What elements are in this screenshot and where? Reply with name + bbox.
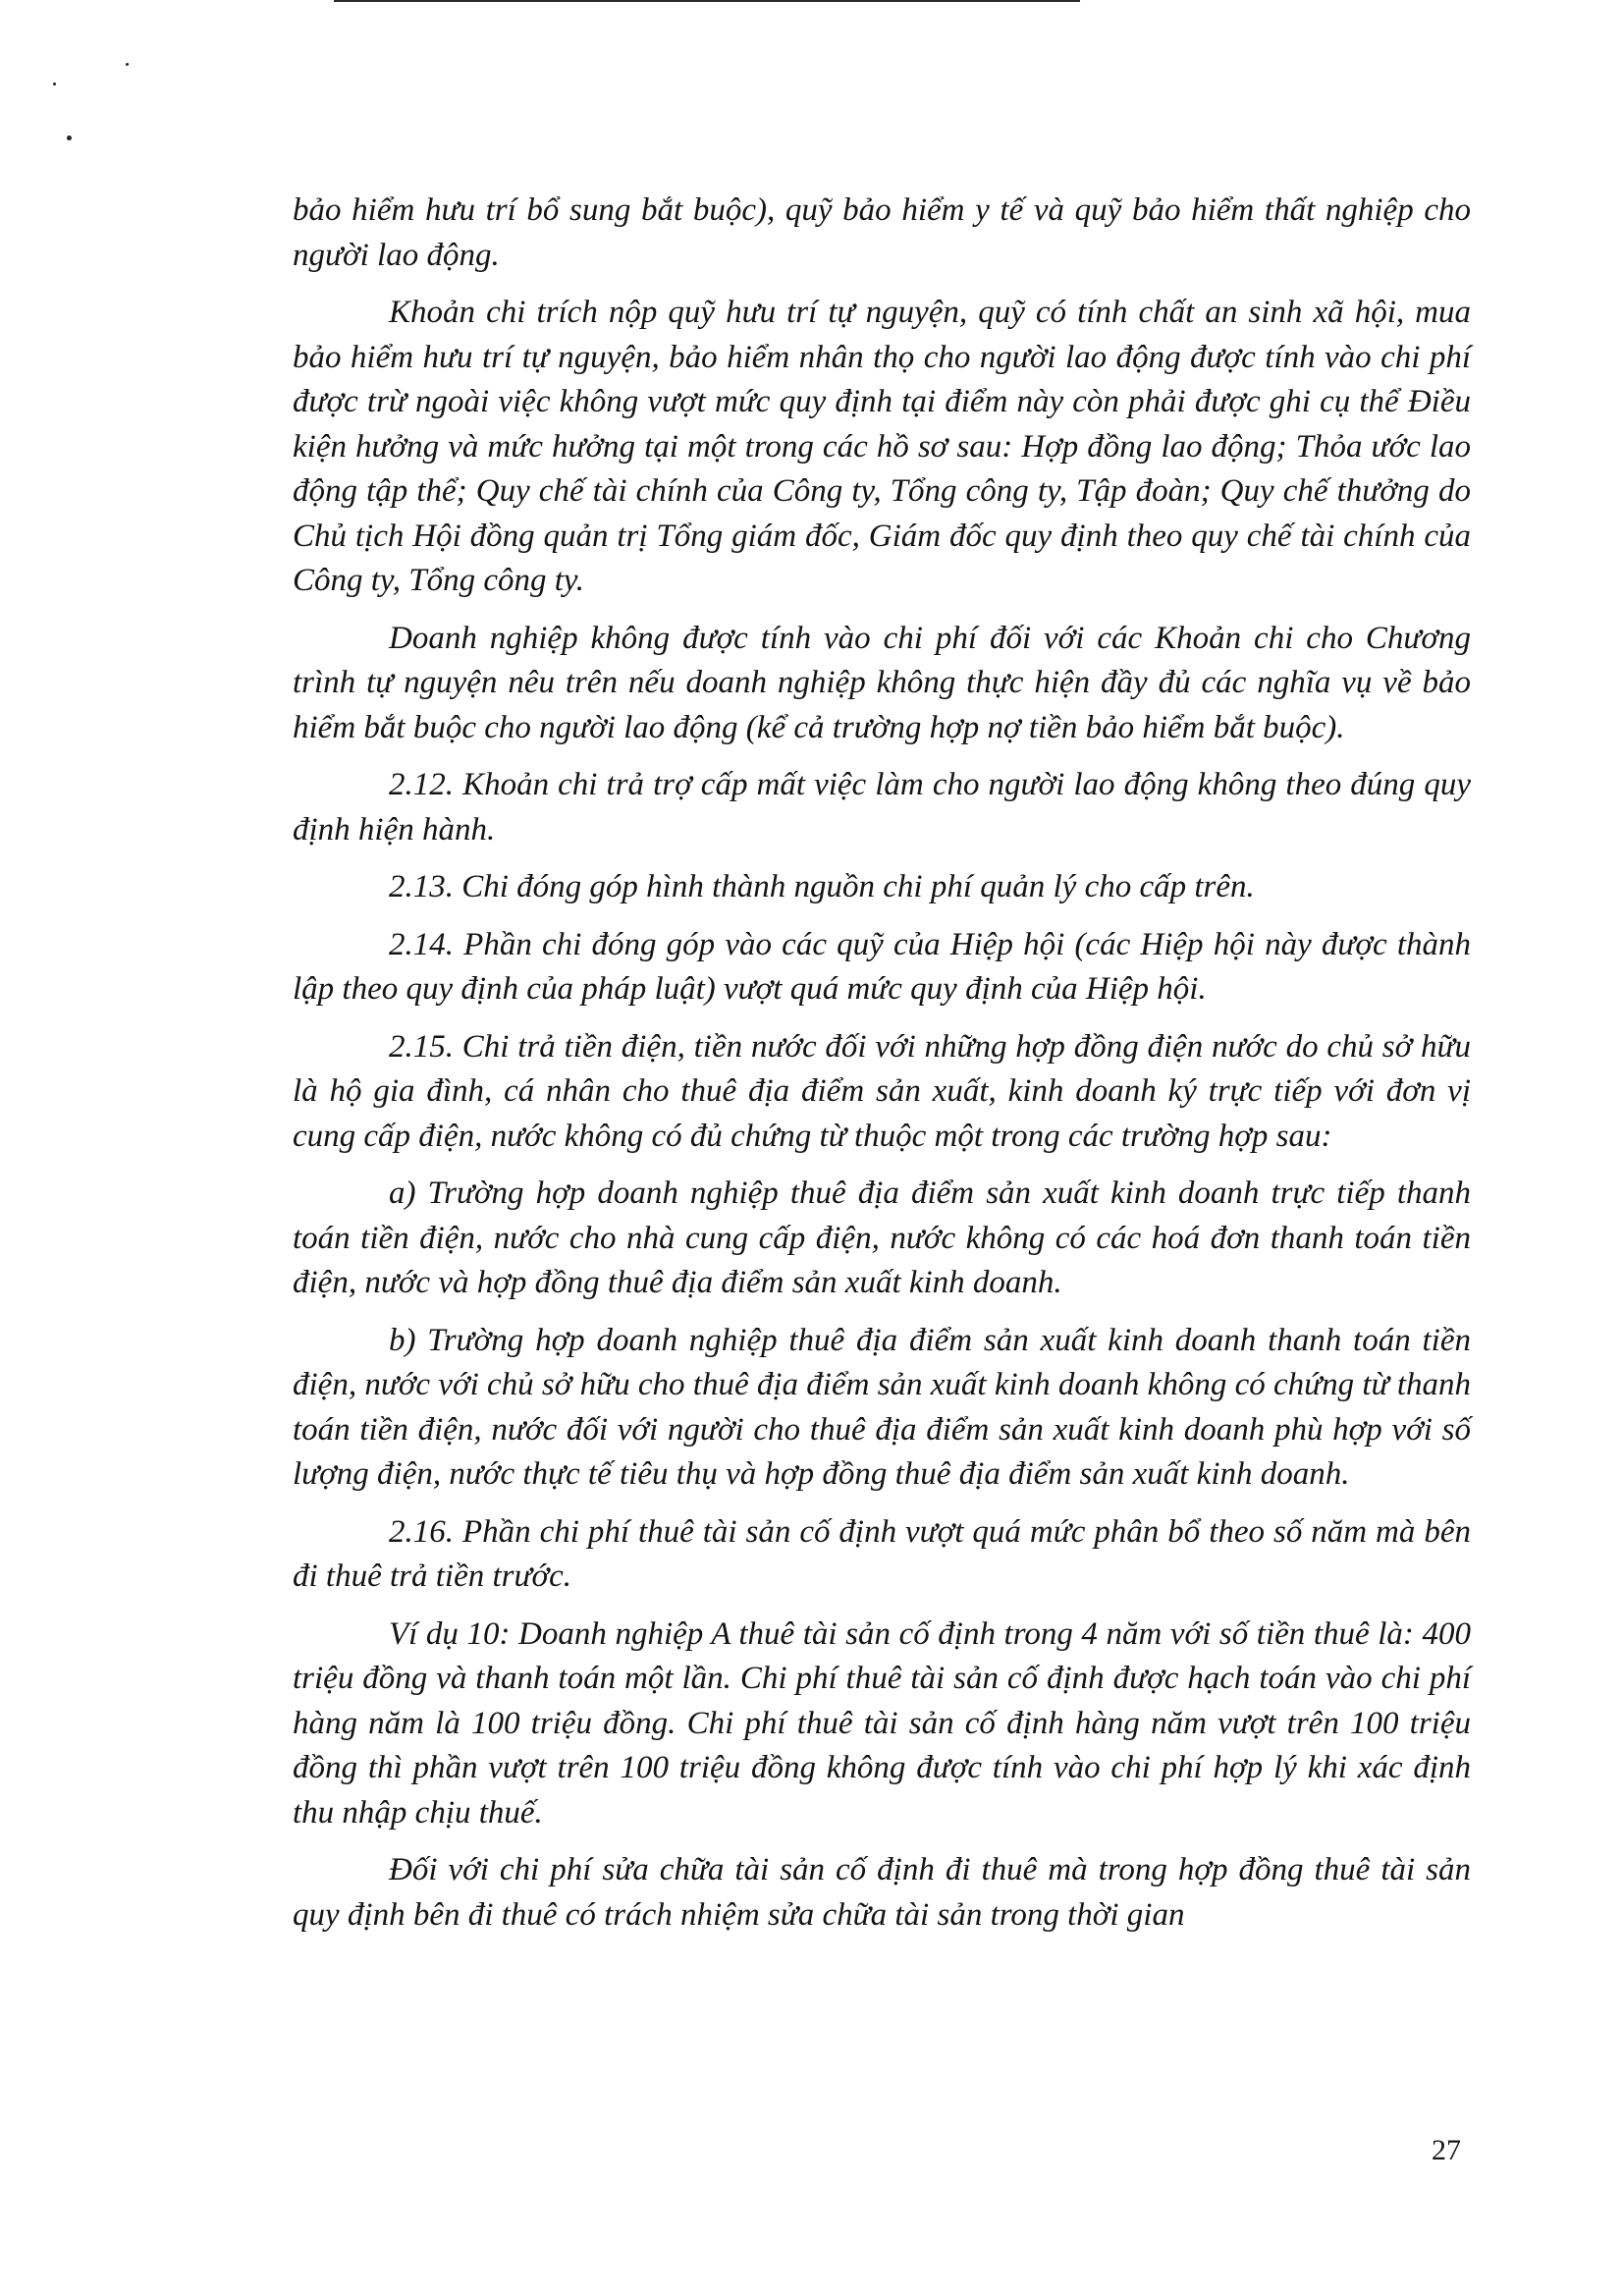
paragraph: 2.15. Chi trả tiền điện, tiền nước đối với những hợp đồng điện nước do chủ sở hữu là hộ gia đình, cá nhân cho thuê địa điểm sản xuất, kinh doanh ký trực tiếp với đơn vị cung cấp điện, nước không có đủ chứng từ thuộc một trong các trường hợp sau: bbox=[293, 1028, 1471, 1154]
paragraph: Khoản chi trích nộp quỹ hưu trí tự nguyện, quỹ có tính chất an sinh xã hội, mua bảo hiểm hưu trí tự nguyện, bảo hiểm nhân thọ cho người lao động được tính vào chi phí được trừ ngoài việc không vượt mức quy định tại điểm này còn phải được ghi cụ thể Điều kiện hưởng và mức hưởng tại một trong các hồ sơ sau: Hợp đồng lao động; Thỏa ước lao động tập thể; Quy chế tài chính của Công ty, Tổng công ty, Tập đoàn; Quy chế thưởng do Chủ tịch Hội đồng quản trị Tổng giám đốc, Giám đốc quy định theo quy chế tài chính của Công ty, Tổng công ty. bbox=[293, 295, 1471, 598]
paragraph: bảo hiểm hưu trí bổ sung bắt buộc), quỹ bảo hiểm y tế và quỹ bảo hiểm thất nghiệp cho người lao động. bbox=[293, 192, 1471, 273]
page-number: 27 bbox=[1432, 2134, 1461, 2166]
scan-edge-line bbox=[334, 0, 1080, 2]
paragraph: 2.12. Khoản chi trả trợ cấp mất việc làm cho người lao động không theo đúng quy định hiện hành. bbox=[293, 767, 1471, 847]
paragraph: 2.16. Phần chi phí thuê tài sản cố định vượt quá mức phân bổ theo số năm mà bên đi thuê trả tiền trước. bbox=[293, 1513, 1471, 1594]
paragraph: 2.13. Chi đóng góp hình thành nguồn chi phí quản lý cho cấp trên. bbox=[389, 869, 1255, 904]
scan-speck bbox=[53, 82, 56, 85]
paragraph: a) Trường hợp doanh nghiệp thuê địa điểm sản xuất kinh doanh trực tiếp thanh toán tiền điện, nước cho nhà cung cấp điện, nước không có các hoá đơn thanh toán tiền điện, nước và hợp đồng thuê địa điểm sản xuất kinh doanh. bbox=[293, 1175, 1471, 1300]
paragraph: Đối với chi phí sửa chữa tài sản cố định đi thuê mà trong hợp đồng thuê tài sản quy định bên đi thuê có trách nhiệm sửa chữa tài sản trong thời gian bbox=[293, 1852, 1471, 1933]
paragraph: Ví dụ 10: Doanh nghiệp A thuê tài sản cố định trong 4 năm với số tiền thuê là: 400 triệu đồng và thanh toán một lần. Chi phí thuê tài sản cố định được hạch toán vào chi phí hàng năm là 100 triệu đồng. Chi phí thuê tài sản cố định hàng năm vượt trên 100 triệu đồng thì phần vượt trên 100 triệu đồng không được tính vào chi phí hợp lý khi xác định thu nhập chịu thuế. bbox=[293, 1615, 1471, 1831]
scan-speck bbox=[126, 63, 129, 66]
paragraph: 2.14. Phần chi đóng góp vào các quỹ của Hiệp hội (các Hiệp hội này được thành lập theo quy định của pháp luật) vượt quá mức quy định của Hiệp hội. bbox=[293, 926, 1471, 1007]
paragraph: b) Trường hợp doanh nghiệp thuê địa điểm sản xuất kinh doanh thanh toán tiền điện, nước với chủ sở hữu cho thuê địa điểm sản xuất kinh doanh không có chứng từ thanh toán tiền điện, nước đối với người cho thuê địa điểm sản xuất kinh doanh phù hợp với số lượng điện, nước thực tế tiêu thụ và hợp đồng thuê địa điểm sản xuất kinh doanh. bbox=[293, 1322, 1471, 1492]
page-body bbox=[293, 189, 1471, 1950]
paragraph: Doanh nghiệp không được tính vào chi phí đối với các Khoản chi cho Chương trình tự nguyện nêu trên nếu doanh nghiệp không thực hiện đầy đủ các nghĩa vụ về bảo hiểm bắt buộc cho người lao động (kể cả trường hợp nợ tiền bảo hiểm bắt buộc). bbox=[293, 620, 1471, 745]
scan-speck bbox=[67, 136, 72, 140]
